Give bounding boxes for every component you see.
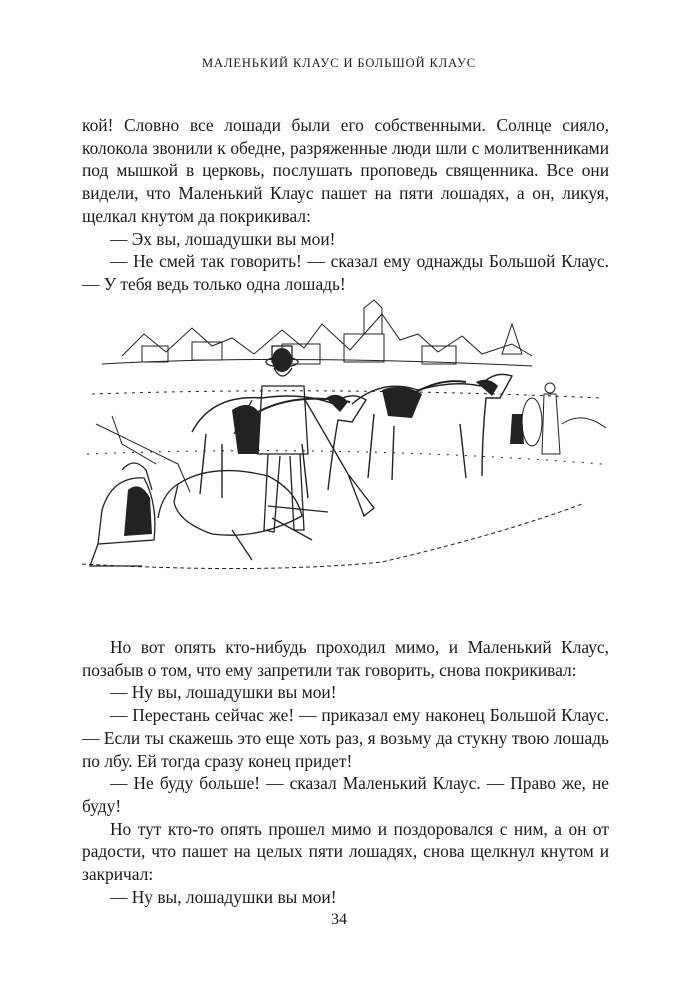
paragraph: Но вот опять кто-нибудь проходил мимо, и Маленький Клаус, позабыв о том, что ему запретили так говорить, снова покрикивал:	[82, 637, 609, 680]
paragraph: — Эх вы, лошадушки вы мои!	[110, 228, 336, 249]
paragraph: — Не смей так говорить! — сказал ему однажды Большой Клаус. — У тебя ведь только одна лошадь!	[82, 251, 609, 294]
page-number: 34	[331, 911, 347, 928]
paragraph: — Ну вы, лошадушки вы мои!	[110, 682, 337, 703]
text-block-bottom	[82, 636, 609, 908]
paragraph: кой! Словно все лошади были его собственными. Солнце сияло, колокола звонили к обедне, разряженные люди шли с молитвенниками под мышкой в церковь, послушать проповедь священника. Все они видели, что Маленький Клаус пашет на пяти лошадях, а он, ликуя, щелкал кнутом да покрикивал:	[82, 115, 609, 226]
paragraph: — Перестань сейчас же! — приказал ему наконец Большой Клаус. — Если ты скажешь это еще хоть раз, я возьму да стукну твою лошадь по лбу. Ей тогда сразу конец придет!	[82, 705, 609, 771]
paragraph: — Ну вы, лошадушки вы мои!	[110, 886, 337, 907]
running-head: МАЛЕНЬКИЙ КЛАУС И БОЛЬШОЙ КЛАУС	[202, 56, 476, 70]
illustration-plowing-scene	[82, 294, 612, 614]
paragraph: Но тут кто-то опять прошел мимо и поздоровался с ним, а он от радости, что пашет на целых пяти лошадях, снова щелкнул кнутом и закричал:	[82, 818, 609, 885]
text-block-top	[82, 114, 609, 296]
paragraph: — Не буду больше! — сказал Маленький Клаус. — Право же, не буду!	[82, 773, 609, 816]
